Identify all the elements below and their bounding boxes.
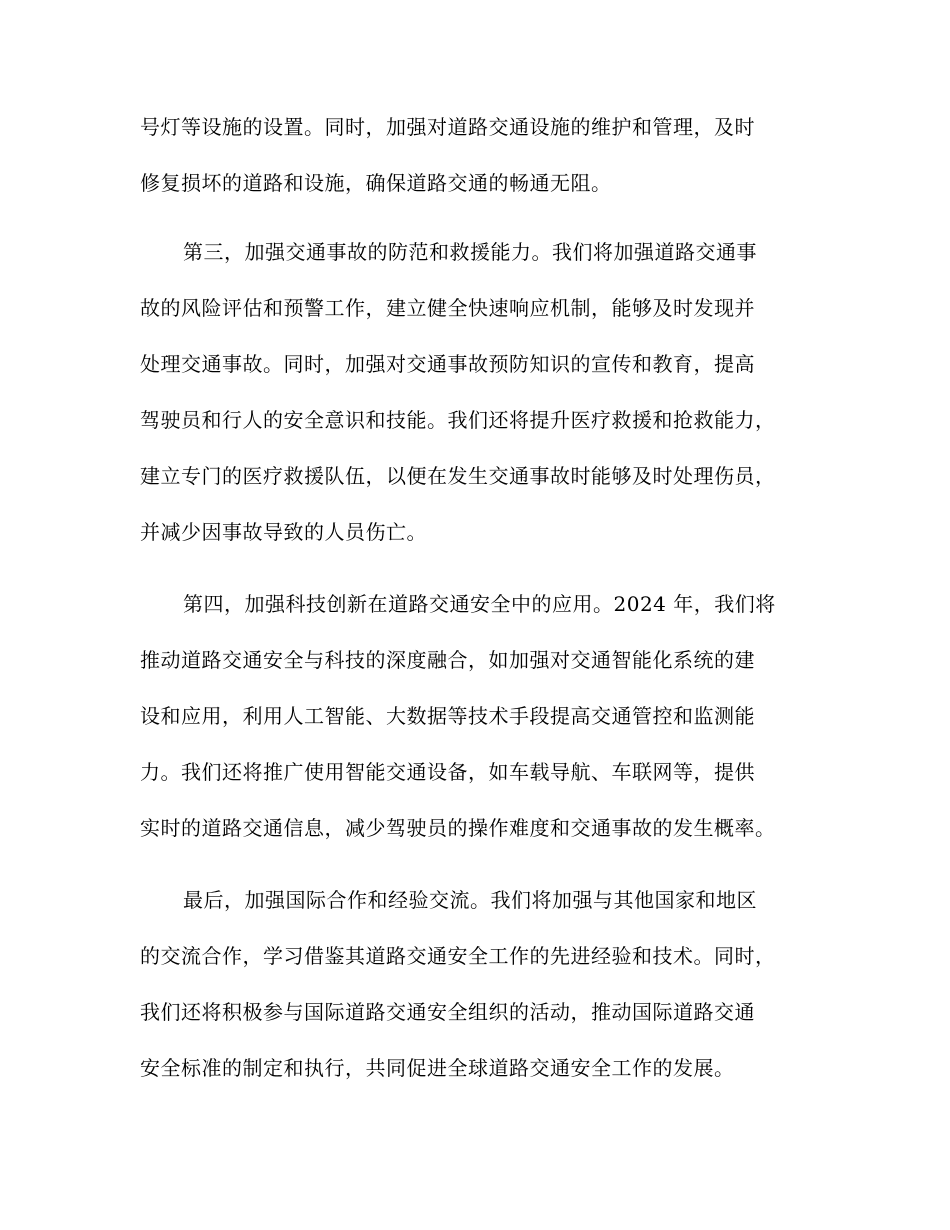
paragraph-first-line: 最后，加强国际合作和经验交流。我们将加强与其他国家和地区 [183,888,757,912]
text-line: 处理交通事故。同时，加强对交通事故预防知识的宣传和教育，提高 [140,352,755,376]
paragraph-first-line: 第三，加强交通事故的防范和救援能力。我们将加强道路交通事 [183,240,757,264]
text-line: 实时的道路交通信息，减少驾驶员的操作难度和交通事故的发生概率。 [140,816,776,840]
text-line: 号灯等设施的设置。同时，加强对道路交通设施的维护和管理，及时 [140,115,755,139]
text-line: 力。我们还将推广使用智能交通设备，如车载导航、车联网等，提供 [140,760,755,784]
text-line: 设和应用，利用人工智能、大数据等技术手段提高交通管控和监测能 [140,704,755,728]
text-line: 我们还将积极参与国际道路交通安全组织的活动，推动国际道路交通 [140,1000,755,1024]
text-line: 并减少因事故导致的人员伤亡。 [140,520,427,544]
text-line: 安全标准的制定和执行，共同促进全球道路交通安全工作的发展。 [140,1056,735,1080]
text-line: 驾驶员和行人的安全意识和技能。我们还将提升医疗救援和抢救能力， [140,408,776,432]
text-line: 建立专门的医疗救援队伍，以便在发生交通事故时能够及时处理伤员， [140,464,776,488]
text-line: 故的风险评估和预警工作，建立健全快速响应机制，能够及时发现并 [140,296,755,320]
text-line: 的交流合作，学习借鉴其道路交通安全工作的先进经验和技术。同时， [140,944,776,968]
text-line: 修复损坏的道路和设施，确保道路交通的畅通无阻。 [140,171,612,195]
text-line: 推动道路交通安全与科技的深度融合，如加强对交通智能化系统的建 [140,648,755,672]
paragraph-first-line: 第四，加强科技创新在道路交通安全中的应用。2024 年，我们将 [183,592,776,616]
